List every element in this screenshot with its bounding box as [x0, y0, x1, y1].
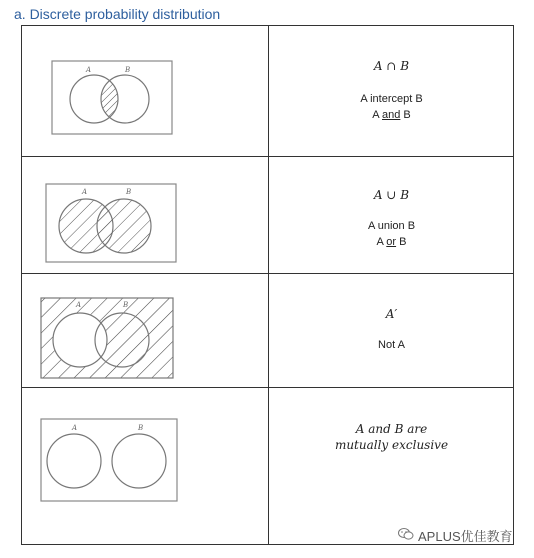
label-b: B: [138, 424, 144, 432]
wechat-icon: [398, 527, 414, 544]
mutually-exclusive-line1: A and B are: [355, 422, 428, 436]
complement-description: [269, 307, 514, 353]
label-a: A: [76, 301, 82, 309]
mutually-exclusive-description: [269, 421, 514, 453]
venn-complement: [22, 274, 268, 387]
venn-intersection: [22, 26, 268, 156]
label-b: B: [126, 188, 132, 196]
probability-table: [21, 25, 514, 545]
watermark: [398, 526, 513, 545]
union-name: A union B: [367, 220, 416, 232]
mutually-exclusive-line2: mutually exclusive: [334, 438, 449, 452]
label-a: A: [82, 188, 88, 196]
venn-union: [22, 157, 268, 273]
intersection-and: A and B: [372, 109, 411, 121]
union-description: [269, 188, 514, 250]
union-symbol: A ∪ B: [373, 188, 410, 202]
watermark-text: APLUS优佳教育: [418, 529, 513, 544]
universal-set-box: [41, 419, 177, 501]
label-a: A: [72, 424, 78, 432]
complement-name: Not A: [378, 339, 405, 351]
complement-symbol: A′: [385, 307, 398, 321]
union-or: A or B: [376, 236, 407, 248]
intersection-description: [269, 59, 514, 123]
label-b: B: [123, 301, 129, 309]
venn-mutually-exclusive: [22, 388, 268, 545]
circle-a: [47, 434, 101, 488]
page-heading: a. Discrete probability distribution: [14, 6, 221, 22]
intersection-name: A intercept B: [360, 93, 423, 105]
label-b: B: [125, 66, 131, 74]
circle-b: [97, 199, 151, 253]
intersection-symbol: A ∩ B: [373, 59, 410, 73]
circle-b: [112, 434, 166, 488]
label-a: A: [86, 66, 92, 74]
